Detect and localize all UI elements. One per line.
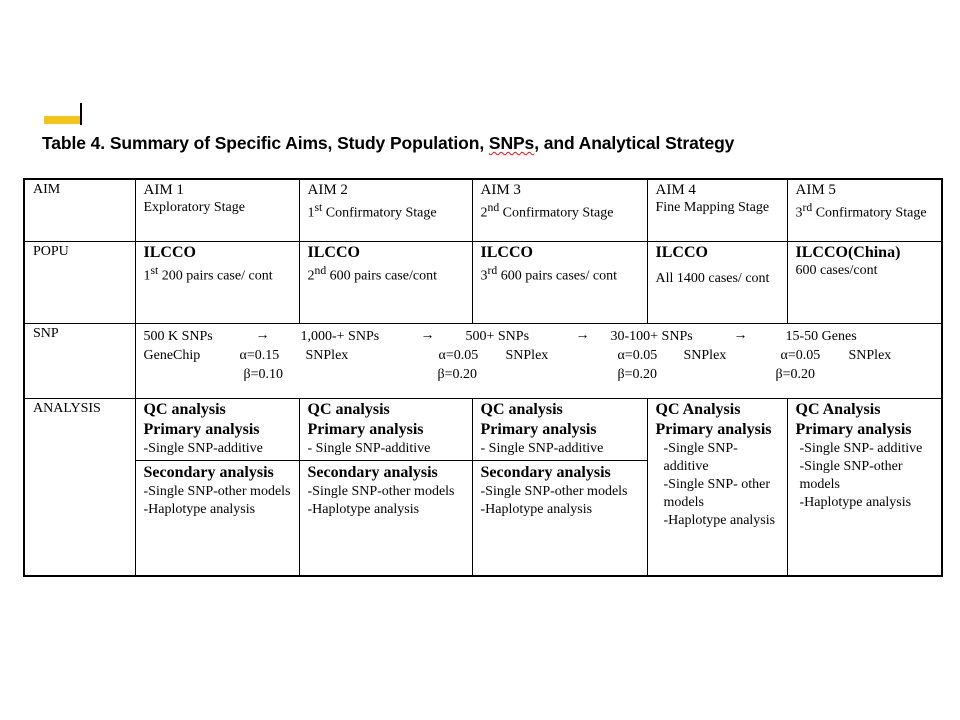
aim-1-cell: AIM 1 Exploratory Stage [135,179,299,241]
aim-4-cell: AIM 4 Fine Mapping Stage [647,179,787,241]
row-head-popu: POPU [24,241,135,323]
table-title: Table 4. Summary of Specific Aims, Study Population, SNPs, and Analytical Strategy [42,133,735,153]
arrow-icon: → [733,327,748,343]
arrow-icon: → [420,327,435,343]
aim-2-cell: AIM 2 1st Confirmatory Stage [299,179,472,241]
snp-row [24,323,942,398]
summary-table [23,178,943,577]
row-head-aim: AIM [24,179,135,241]
row-head-analysis: ANALYSIS [24,398,135,576]
popu-4-cell: ILCCO All 1400 cases/ cont [647,241,787,323]
analysis-1-cell: QC analysis Primary analysis -Single SNP-additive Secondary analysis -Single SNP-other models -Haplotype analysis [135,398,299,576]
aim-3-cell: AIM 3 2nd Confirmatory Stage [472,179,647,241]
arrow-icon: → [255,327,270,343]
popu-row [24,241,942,323]
aim-5-cell: AIM 5 3rd Confirmatory Stage [787,179,942,241]
popu-3-cell: ILCCO 3rd 600 pairs cases/ cont [472,241,647,323]
aim-row [24,179,942,241]
analysis-2-cell: QC analysis Primary analysis - Single SNP-additive Secondary analysis -Single SNP-other models -Haplotype analysis [299,398,472,576]
popu-5-cell: ILCCO(China) 600 cases/cont [787,241,942,323]
accent-tick [80,103,82,125]
accent-bar [44,116,82,124]
snp-cell: 500 K SNPs → 1,000-+ SNPs → 500+ SNPs → 30-100+ SNPs → 15-50 Genes GeneChip α=0.15 SNPlex α=0.05 SNPlex α=0.05 SNPlex α=0.05 SNPlex β=0.10 β=0.20 β=0.20 β=0.20 [135,323,942,398]
title-snps: SNPs [488,133,535,153]
popu-2-cell: ILCCO 2nd 600 pairs case/cont [299,241,472,323]
popu-1-cell: ILCCO 1st 200 pairs case/ cont [135,241,299,323]
analysis-3-cell: QC analysis Primary analysis - Single SNP-additive Secondary analysis -Single SNP-other models -Haplotype analysis [472,398,647,576]
analysis-row [24,398,942,576]
arrow-icon: → [575,327,590,343]
analysis-4-cell: QC Analysis Primary analysis -Single SNP- additive -Single SNP- other models -Haplotype analysis [647,398,787,576]
row-head-snp: SNP [24,323,135,398]
analysis-5-cell: QC Analysis Primary analysis -Single SNP- additive -Single SNP-other models -Haplotype analysis [787,398,942,576]
